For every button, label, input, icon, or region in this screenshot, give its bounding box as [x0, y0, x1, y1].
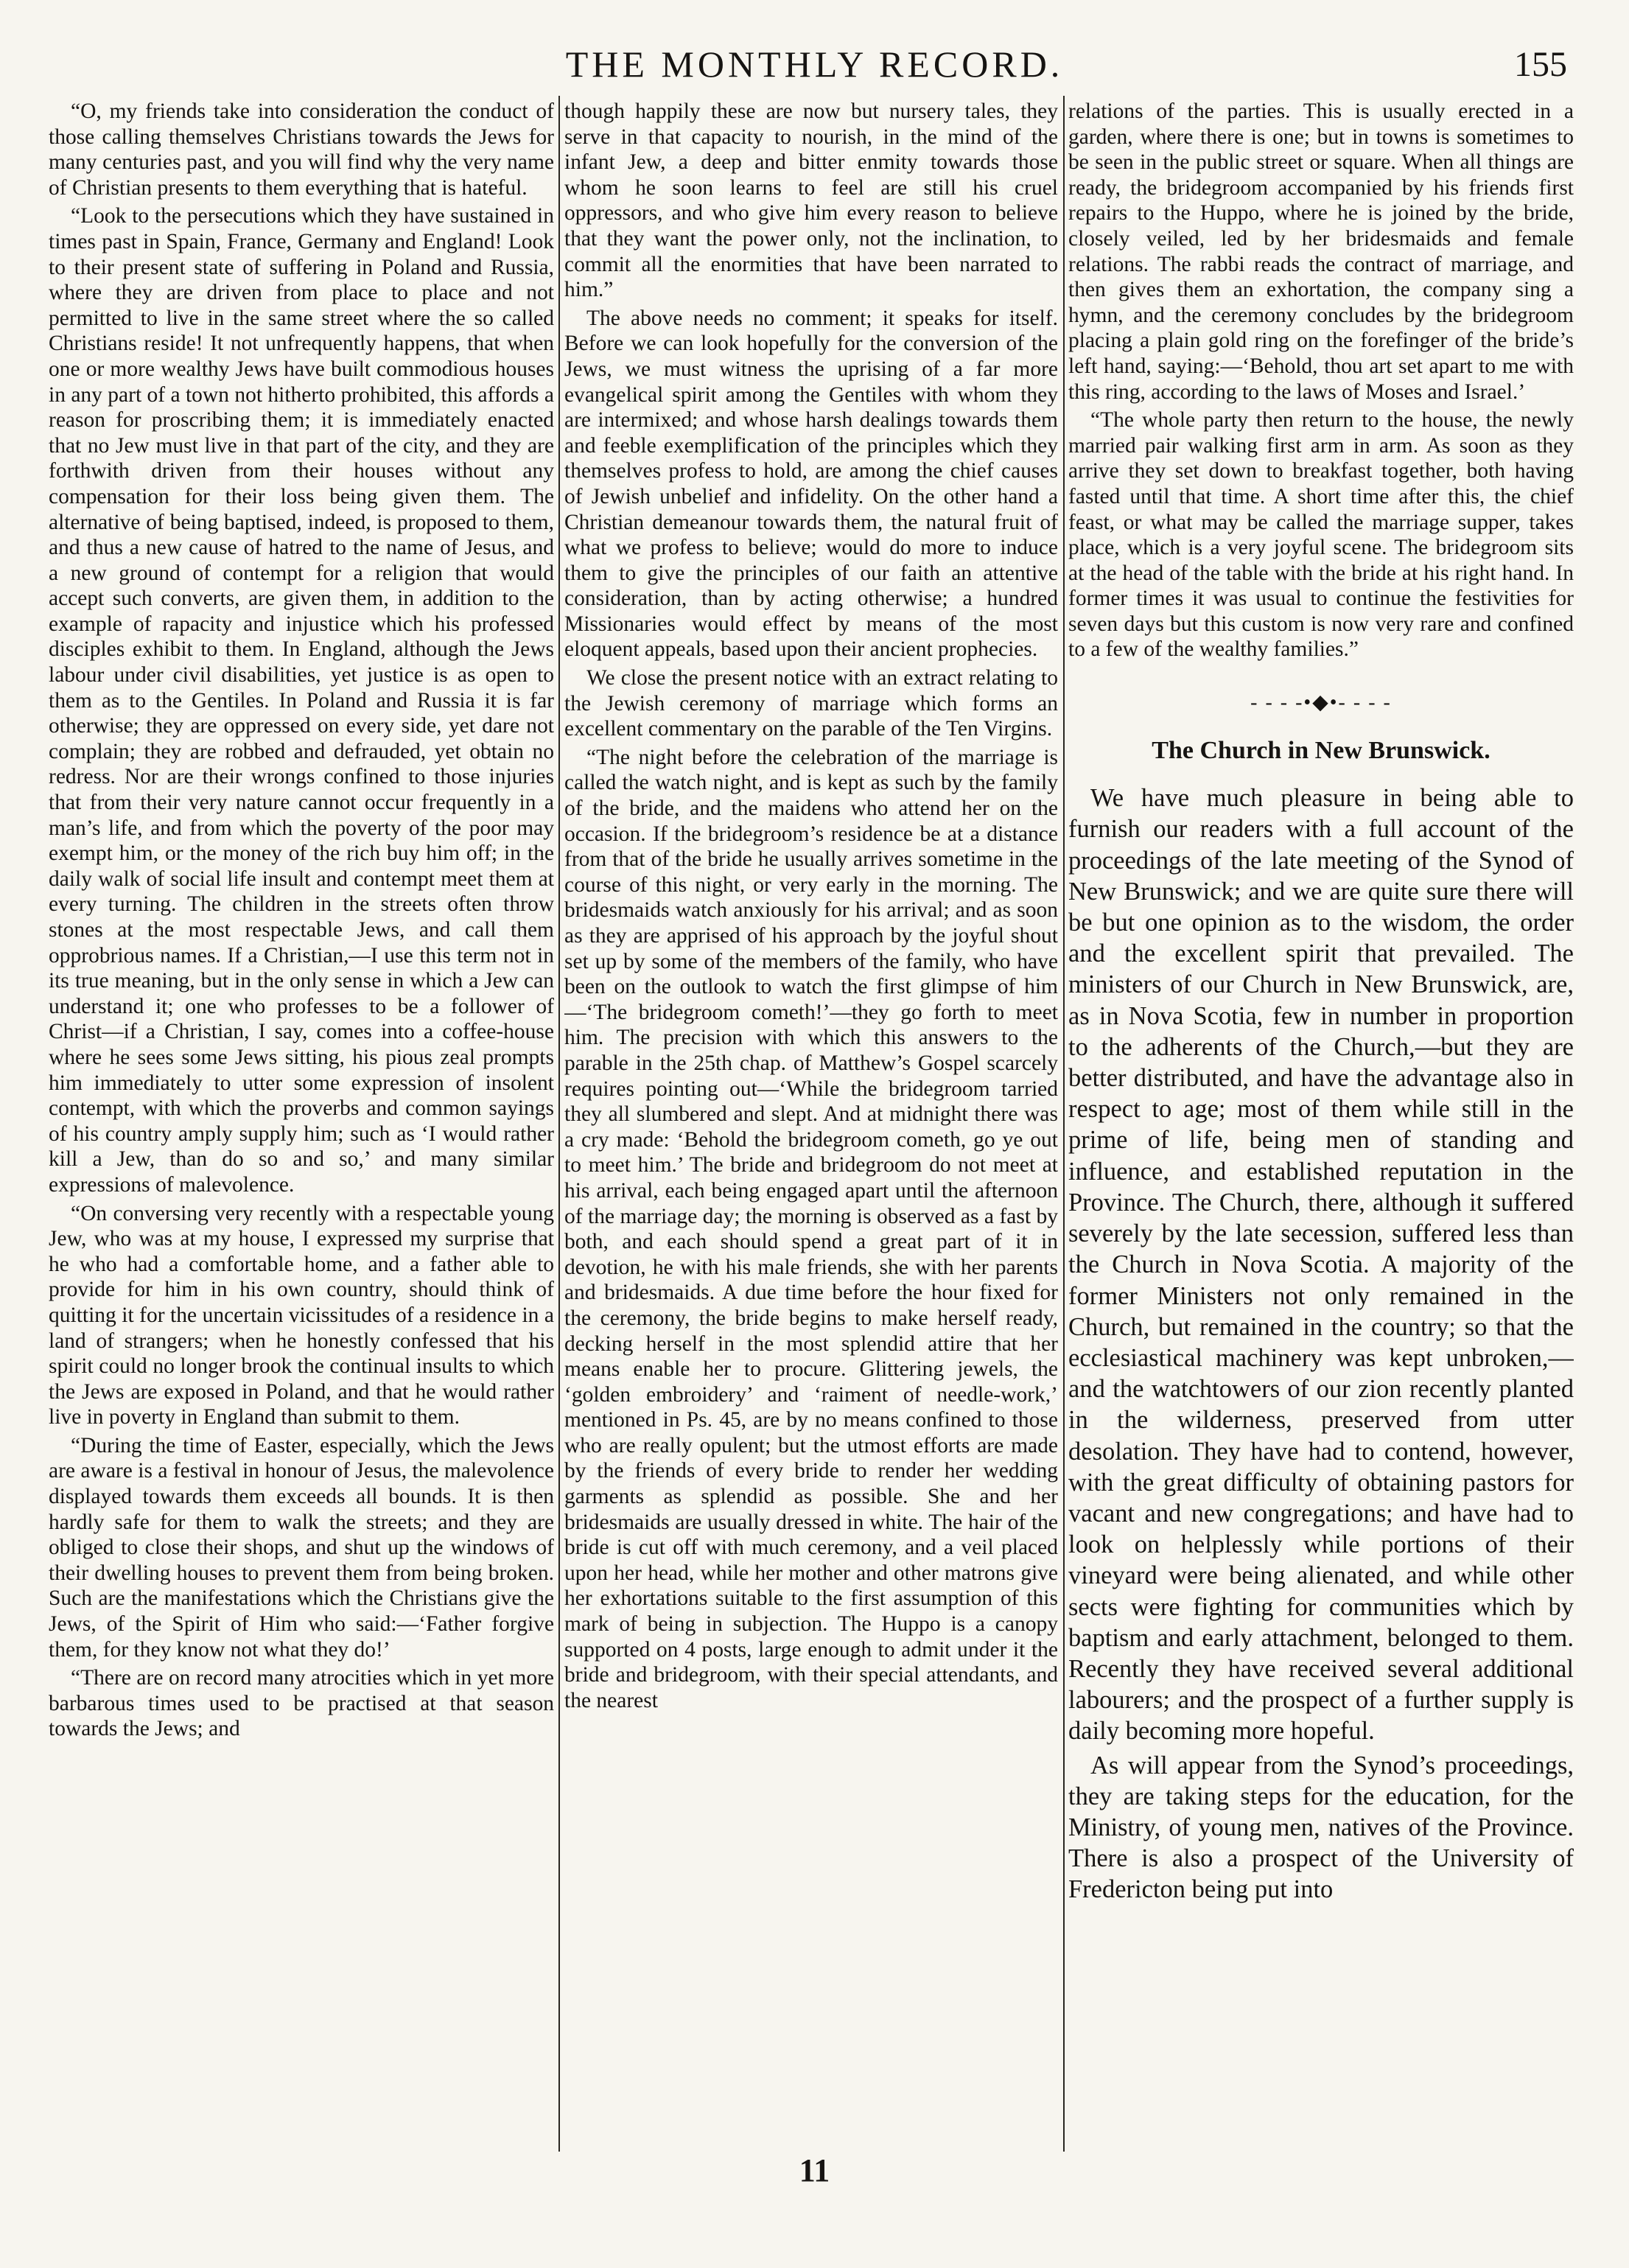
paragraph: As will appear from the Synod’s proceedings, they are taking steps for the education, for the Ministry, of young men, natives of the Province. There is also a prospect of the University of Fredericton being put into	[1068, 1751, 1574, 1904]
paragraph: though happily these are now but nursery tales, they serve in that capacity to nourish, in the mind of the infant Jew, a deep and bitter enmity towards those whom he soon learns to feel are still his cruel oppressors, and who give him every reason to believe that they want the power only, not the inclination, to commit all the enormities that have been narrated to him.”	[564, 99, 1058, 302]
column-divider-right	[1063, 96, 1065, 2152]
paragraph: The above needs no comment; it speaks for itself. Before we can look hopefully for the conversion of the Jews, we must witness the uprising of a far more evangelical spirit among the Gentiles with whom they are intermixed; and whose harsh dealings towards them and feeble exemplification of the principles which they themselves profess to hold, are among the chief causes of Jewish unbelief and infidelity. On the other hand a Christian demeanour towards them, the natural fruit of what we profess to believe; would do more to induce them to give the principles of our faith an attentive consideration, than by acting otherwise; a hundred Missionaries would effect by means of the most eloquent appeals, based upon their ancient prophecies.	[564, 306, 1058, 662]
page-number: 155	[1514, 45, 1567, 84]
column-1	[49, 99, 554, 2147]
paragraph: “During the time of Easter, especially, which the Jews are aware is a festival in honour of Jesus, the malevolence displayed towards them exceeds all bounds. It is then hardly safe for them to walk the streets; and they are obliged to close their shops, and shut up the windows of their dwelling houses to prevent them from being broken. Such are the manifestations which the Christians give the Jews, of the Spirit of Him who said:—‘Father forgive them, for they know not what they do!’	[49, 1433, 554, 1662]
paragraph: We close the present notice with an extract relating to the Jewish ceremony of marriage which forms an excellent commentary on the parable of the Ten Virgins.	[564, 666, 1058, 741]
section-ornament: - - - -•◆•- - - -	[1250, 691, 1392, 715]
running-head	[44, 43, 1585, 102]
signature-mark: 11	[799, 2152, 830, 2188]
column-divider-left	[558, 96, 560, 2152]
paragraph: “On conversing very recently with a respectable young Jew, who was at my house, I expressed my surprise that he who had a comfortable home, and a father able to provide for him in his own country, should think of quitting it for the uncertain vicissitudes of a residence in a land of strangers; when he honestly confessed that his spirit could no longer brook the continual insults to which the Jews are exposed in Poland, and that he would rather live in poverty in England than submit to them.	[49, 1201, 554, 1429]
paragraph: “Look to the persecutions which they have sustained in times past in Spain, France, Germany and England! Look to their present state of suffering in Poland and Russia, where they are driven from place to place and not permitted to live in the same street where the so called Christians reside! It not unfrequently happens, that when one or more wealthy Jews have built commodious houses in any part of a town not hitherto prohibited, this affords a reason for proscribing them; it is immediately enacted that no Jew must live in that part of the city, and they are forthwith driven from their houses without any compensation for their loss being given them. The alternative of being baptised, indeed, is proposed to them, and thus a new cause of hatred to the name of Jesus, and a new ground of contempt for a religion that would accept such converts, are given them, in addition to the example of rapacity and injustice which his professed disciples exhibit to them. In England, although the Jews labour under civil disabilities, yet justice is as open to them as to the Gentiles. In Poland and Russia it is far otherwise; they are oppressed on every side, yet dare not complain; they are robbed and defrauded, yet obtain no redress. Nor are their wrongs confined to those injuries that from their very nature cannot occur frequently in a man’s life, and from which the poverty of the poor may exempt him, or the money of the rich buy him off; in the daily walk of social life insult and contempt meet them at every turning. The children in the streets often throw stones at the most respectable Jews, and call them opprobrious names. If a Christian,—I use this term not in its true meaning, but in the only sense in which a Jew can understand it; one who professes to be a follower of Christ—if a Christian, I say, comes into a coffee-house where he sees some Jews sitting, his pious zeal prompts him immediately to utter some expression of insolent contempt, with which the proverbs and common sayings of his country amply supply him; such as ‘I would rather kill a Jew, than do so and so,’ and many similar expressions of malevolence.	[49, 204, 554, 1197]
paragraph: “The night before the celebration of the marriage is called the watch night, and is kept as such by the family of the bride, and the maidens who attend her on the occasion. If the bridegroom’s residence be at a distance from that of the bride he usually arrives sometime in the course of this night, or very early in the morning. The bridesmaids watch anxiously for his arrival; and as soon as they are apprised of his approach by the joyful shout set up by some of the members of the family, who have been on the outlook to watch the first glimpse of him—‘The bridegroom cometh!’—they go forth to meet him. The precision with which this answers to the parable in the 25th chap. of Matthew’s Gospel scarcely requires pointing out—‘While the bridegroom tarried they all slumbered and slept. And at midnight there was a cry made: ‘Behold the bridegroom cometh, go ye out to meet him.’ The bride and bridegroom do not meet at his arrival, each being engaged apart until the afternoon of the marriage day; the morning is observed as a fast by both, and each should spend a great part of it in devotion, he with his male friends, she with her parents and bridesmaids. A due time before the hour fixed for the ceremony, the bride begins to make herself ready, decking herself in the most splendid attire that her means enable her to procure. Glittering jewels, the ‘golden embroidery’ and ‘raiment of needle-work,’ mentioned in Ps. 45, are by no means confined to those who are really opulent; but the utmost efforts are made by the friends of every bride to render her wedding garments as splendid as possible. She and her bridesmaids are usually dressed in white. The hair of the bride is cut off with much ceremony, and a veil placed upon her head, while her mother and other matrons give her exhortations suitable to the first assumption of this mark of being in subjection. The Huppo is a canopy supported on 4 posts, large enough to admit under it the bride and bridegroom, with their special attendants, and the nearest	[564, 745, 1058, 1712]
paragraph: relations of the parties. This is usually erected in a garden, where there is one; but in towns is sometimes to be seen in the public street or square. When all things are ready, the bridegroom accompanied by his friends first repairs to the Huppo, where he is joined by the bride, closely veiled, led by her bridesmaids and female relations. The rabbi reads the contract of marriage, and then gives them an exhortation, the company sing a hymn, and the ceremony concludes by the bridegroom placing a plain gold ring on the forefinger of the bride’s left hand, saying:—‘Behold, thou art set apart to me with this ring, according to the laws of Moses and Israel.’	[1068, 99, 1574, 404]
paragraph: We have much pleasure in being able to furnish our readers with a full account of the proceedings of the late meeting of the Synod of New Brunswick; and we are quite sure there will be but one opinion as to the wisdom, the order and the excellent spirit that prevailed. The ministers of our Church in New Brunswick, are, as in Nova Scotia, few in number in proportion to the adherents of the Church,—but they are better distributed, and have the advantage also in respect to age; most of them while still in the prime of life, being men of standing and influence, and established reputation in the Province. The Church, there, although it suffered severely by the late secession, suffered less than the Church in Nova Scotia. A majority of the former Ministers not only remained in the Church, but remained in the country; so that the ecclesiastical machinery was kept unbroken,—and the watchtowers of our zion recently planted in the wilderness, preserved from utter desolation. They have had to contend, however, with the great difficulty of obtaining pastors for vacant and new congregations; and have had to look on helplessly while portions of their vineyard were being alienated, and while other sects were fighting for communities which by baptism and early attachment, belonged to them. Recently they have received several additional labourers; and the prospect of a further supply is daily becoming more hopeful.	[1068, 784, 1574, 1746]
page-title: THE MONTHLY RECORD.	[565, 43, 1064, 85]
column-3	[1068, 99, 1574, 2147]
column-2	[564, 99, 1058, 2147]
paragraph: “The whole party then return to the house, the newly married pair walking first arm in arm. As soon as they arrive they set down to breakfast together, both having fasted until that time. A short time after this, the chief feast, or what may be called the marriage supper, takes place, which is a very joyful scene. The bridegroom sits at the head of the table with the bride at his right hand. In former times it was usual to continue the festivities for seven days but this custom is now very rare and confined to a few of the wealthy families.”	[1068, 408, 1574, 662]
section-heading: The Church in New Brunswick.	[1152, 736, 1490, 764]
paragraph: “There are on record many atrocities which in yet more barbarous times used to be practised at that season towards the Jews; and	[49, 1666, 554, 1741]
paragraph: “O, my friends take into consideration the conduct of those calling themselves Christians towards the Jews for many centuries past, and you will find why the very name of Christian presents to them everything that is hateful.	[49, 99, 554, 200]
